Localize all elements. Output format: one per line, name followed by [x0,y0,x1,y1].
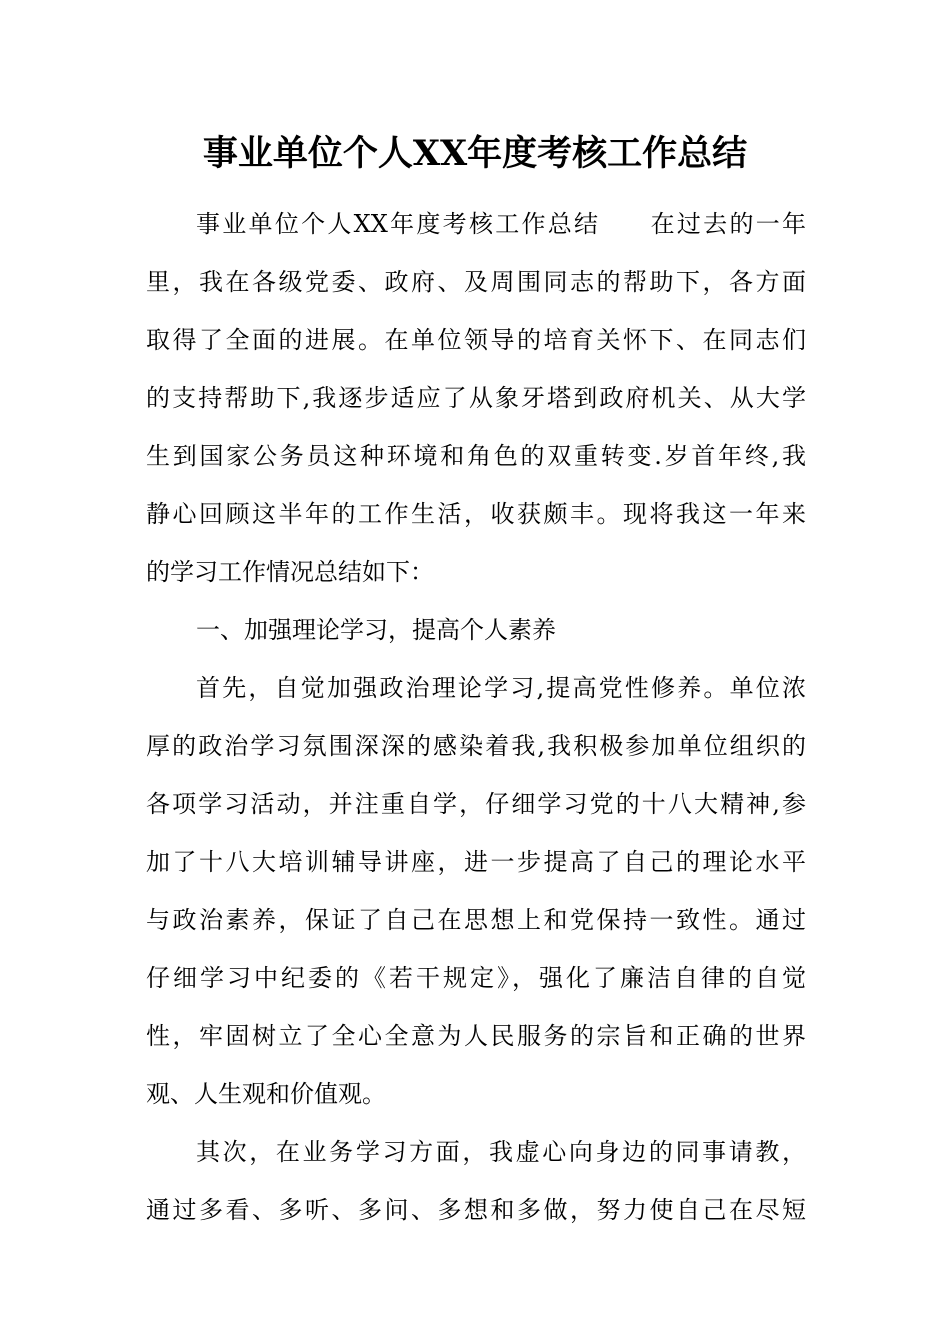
paragraph-line: 仔细学习中纪委的《若干规定》，强化了廉洁自律的自觉 [146,964,806,992]
paragraph-line: 加了十八大培训辅导讲座，进一步提高了自己的理论水平 [146,848,806,876]
paragraph-line: 的支持帮助下,我逐步适应了从象牙塔到政府机关、从大学 [146,384,806,412]
paragraph-line: 通过多看、多听、多问、多想和多做，努力使自己在尽短 [146,1196,806,1224]
section-heading: 一、加强理论学习，提高个人素养 [196,616,556,644]
document-body [146,195,806,1239]
paragraph-line: 性，牢固树立了全心全意为人民服务的宗旨和正确的世界 [146,1022,806,1050]
paragraph-line: 与政治素养，保证了自己在思想上和党保持一致性。通过 [146,906,806,934]
paragraph-line-part: 在过去的一年 [648,210,807,238]
paragraph-line: 观、人生观和价值观。 [146,1080,386,1108]
document-title: 事业单位个人XX年度考核工作总结 [202,133,748,174]
paragraph-line: 静心回顾这半年的工作生活，收获颇丰。现将我这一年来 [146,500,806,528]
paragraph-line: 的学习工作情况总结如下： [146,558,434,586]
paragraph-line [146,195,806,253]
paragraph-line: 首先，自觉加强政治理论学习,提高党性修养。单位浓 [196,674,806,702]
paragraph-line: 里，我在各级党委、政府、及周围同志的帮助下，各方面 [146,268,806,296]
paragraph-line-part: 事业单位个人XX年度考核工作总结 [196,210,601,238]
paragraph-line: 取得了全面的进展。在单位领导的培育关怀下、在同志们 [146,326,806,354]
paragraph-line: 生到国家公务员这种环境和角色的双重转变.岁首年终,我 [146,442,806,470]
paragraph-line: 各项学习活动，并注重自学，仔细学习党的十八大精神,参 [146,790,806,818]
paragraph-line: 厚的政治学习氛围深深的感染着我,我积极参加单位组织的 [146,732,806,760]
paragraph-line: 其次，在业务学习方面，我虚心向身边的同事请教， [196,1138,806,1166]
